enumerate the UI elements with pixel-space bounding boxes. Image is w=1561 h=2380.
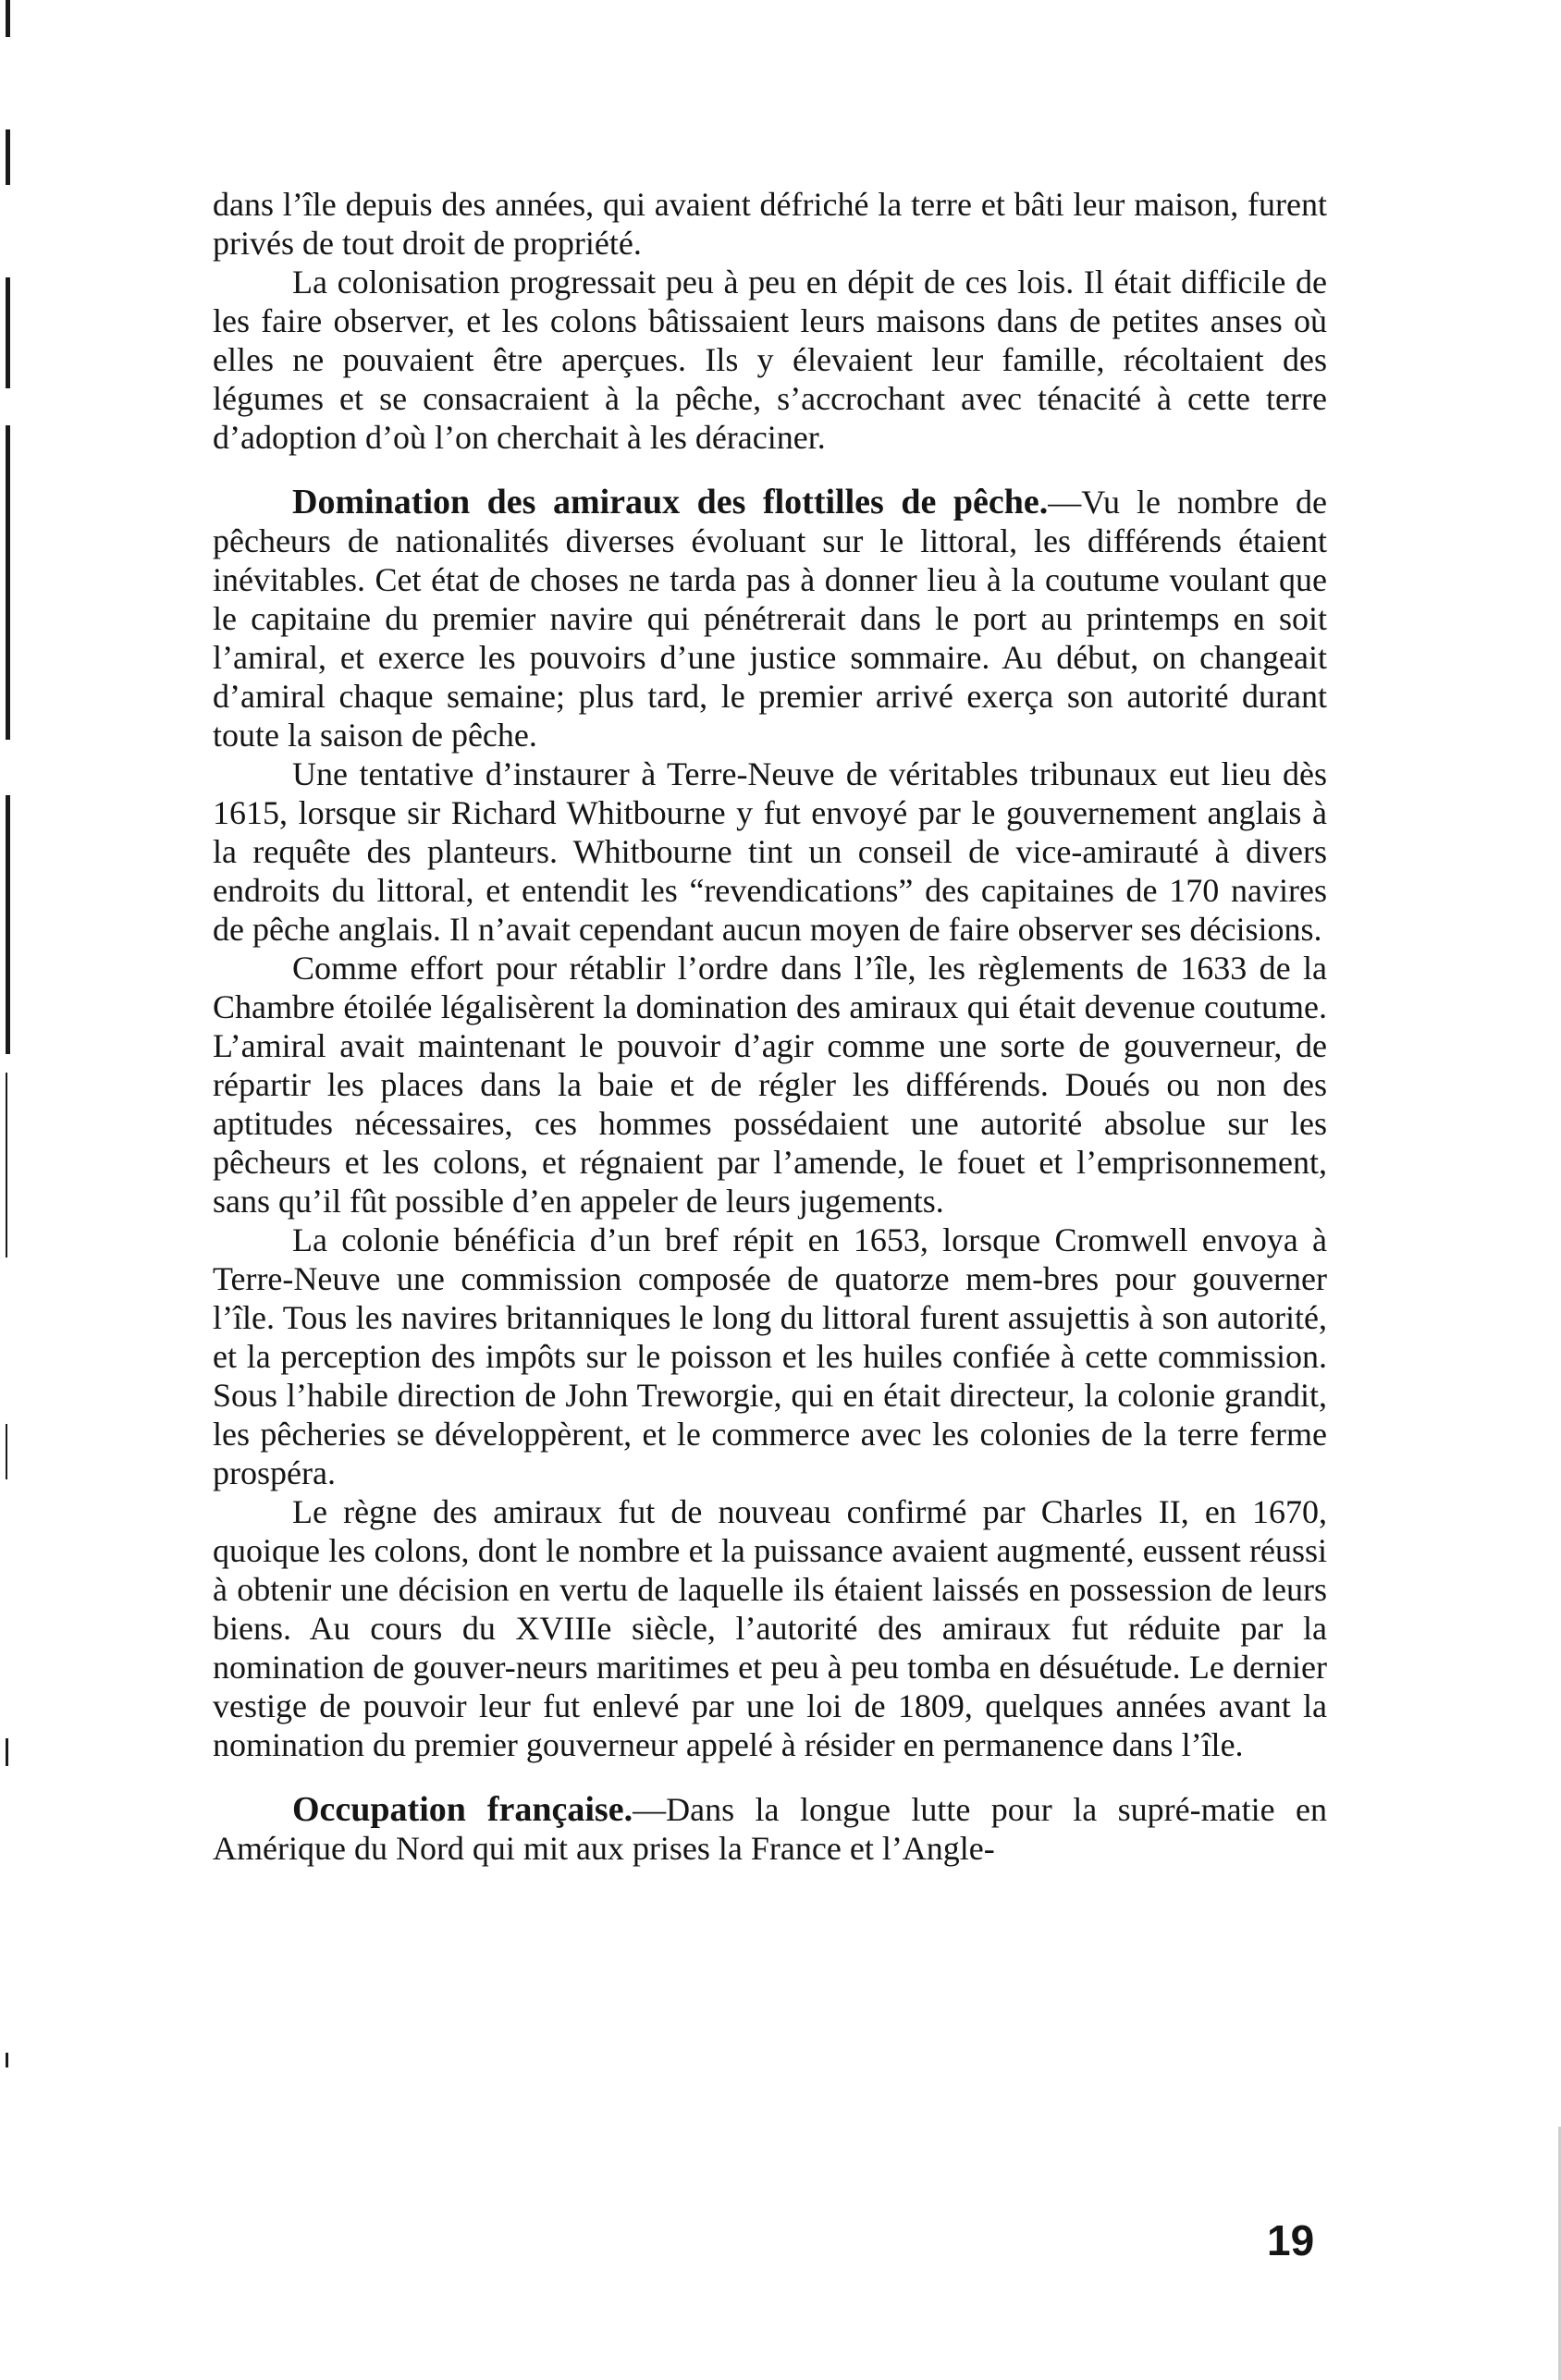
paragraph-8-text: —Dans la longue lutte pour la supré-matie en Amérique du Nord qui mit aux prises la France et l’Angle- (213, 1791, 1328, 1867)
paragraph-7-text: Le règne des amiraux fut de nouveau confirmé par Charles II, en 1670, quoique les colons, dont le nombre et la puissance avaient augmenté, eussent réussi à obtenir une décision en vertu de laquelle ils étaient laissés en possession de leurs biens. Au cours du XVIIIe siècle, l’autorité des amiraux fut réduite par la nomination de gouver-neurs maritimes et peu à peu tomba en désuétude. Le dernier vestige de pouvoir leur fut enlevé par une loi de 1809, quelques années avant la nomination du premier gouverneur appelé à résider en permanence dans l’île. (213, 1493, 1327, 1763)
binding-edge (0, 0, 20, 2380)
paragraph-6-text: La colonie bénéficia d’un bref répit en 1653, lorsque Cromwell envoya à Terre-Neuve une commission composée de quatorze mem-bres pour gouverner l’île. Tous les navires britanniques le long du littoral furent assujettis à son autorité, et la perception des impôts sur le poisson et les huiles confiée à cette commission. Sous l’habile direction de John Treworgie, qui en était directeur, la colonie grandit, les pêcheries se développèrent, et le commerce avec les colonies de la terre ferme prospéra. (213, 1221, 1327, 1491)
paragraph-4 (213, 754, 1327, 949)
paragraph-2 (213, 263, 1327, 457)
paragraph-3-text: —Vu le nombre de pêcheurs de nationalités diverses évoluant sur le littoral, les différends étaient inévitables. Cet état de choses ne tarda pas à donner lieu à la coutume voulant que le capitaine du premier navire qui pénétrerait dans le port au printemps en soit l’amiral, et exerce les pouvoirs d’une justice sommaire. Au début, on changeait d’amiral chaque semaine; plus tard, le premier arrivé exerça son autorité durant toute la saison de pêche. (213, 484, 1327, 754)
paragraph-8 (213, 1790, 1327, 1868)
paragraph-5-text: Comme effort pour rétablir l’ordre dans l’île, les règlements de 1633 de la Chambre étoilée légalisèrent la domination des amiraux qui était devenue coutume. L’amiral avait maintenant le pouvoir d’agir comme une sorte de gouverneur, de répartir les places dans la baie et de régler les différends. Doués ou non des aptitudes nécessaires, ces hommes possédaient une autorité absolue sur les pêcheurs et les colons, et régnaient par l’amende, le fouet et l’emprisonnement, sans qu’il fût possible d’en appeler de leurs jugements. (213, 950, 1327, 1220)
paragraph-6 (213, 1221, 1327, 1492)
paragraph-7 (213, 1492, 1327, 1764)
body-text (213, 185, 1327, 1868)
paragraph-4-text: Une tentative d’instaurer à Terre-Neuve de véritables tribunaux eut lieu dès 1615, lorsque sir Richard Whitbourne y fut envoyé par le gouvernement anglais à la requête des planteurs. Whitbourne tint un conseil de vice-amirauté à divers endroits du littoral, et entendit les “revendications” des capitaines de 170 navires de pêche anglais. Il n’avait cependant aucun moyen de faire observer ses décisions. (213, 755, 1327, 948)
paragraph-5 (213, 949, 1327, 1221)
section-heading-occupation: Occupation française. (292, 1790, 633, 1829)
section-heading-domination: Domination des amiraux des flottilles de pêche. (292, 483, 1049, 521)
paragraph-3 (213, 483, 1327, 754)
paragraph-2-text: La colonisation progressait peu à peu en dépit de ces lois. Il était difficile de les faire observer, et les colons bâtissaient leurs maisons dans de petites anses où elles ne pouvaient être aperçues. Ils y élevaient leur famille, récoltaient des légumes et se consacraient à la pêche, s’accrochant avec ténacité à cette terre d’adoption d’où l’on cherchait à les déraciner. (213, 264, 1327, 456)
paragraph-1 (213, 185, 1327, 263)
page-number: 19 (1267, 2216, 1315, 2264)
paragraph-1-text: dans l’île depuis des années, qui avaient défriché la terre et bâti leur maison, furent privés de tout droit de propriété. (213, 186, 1327, 262)
